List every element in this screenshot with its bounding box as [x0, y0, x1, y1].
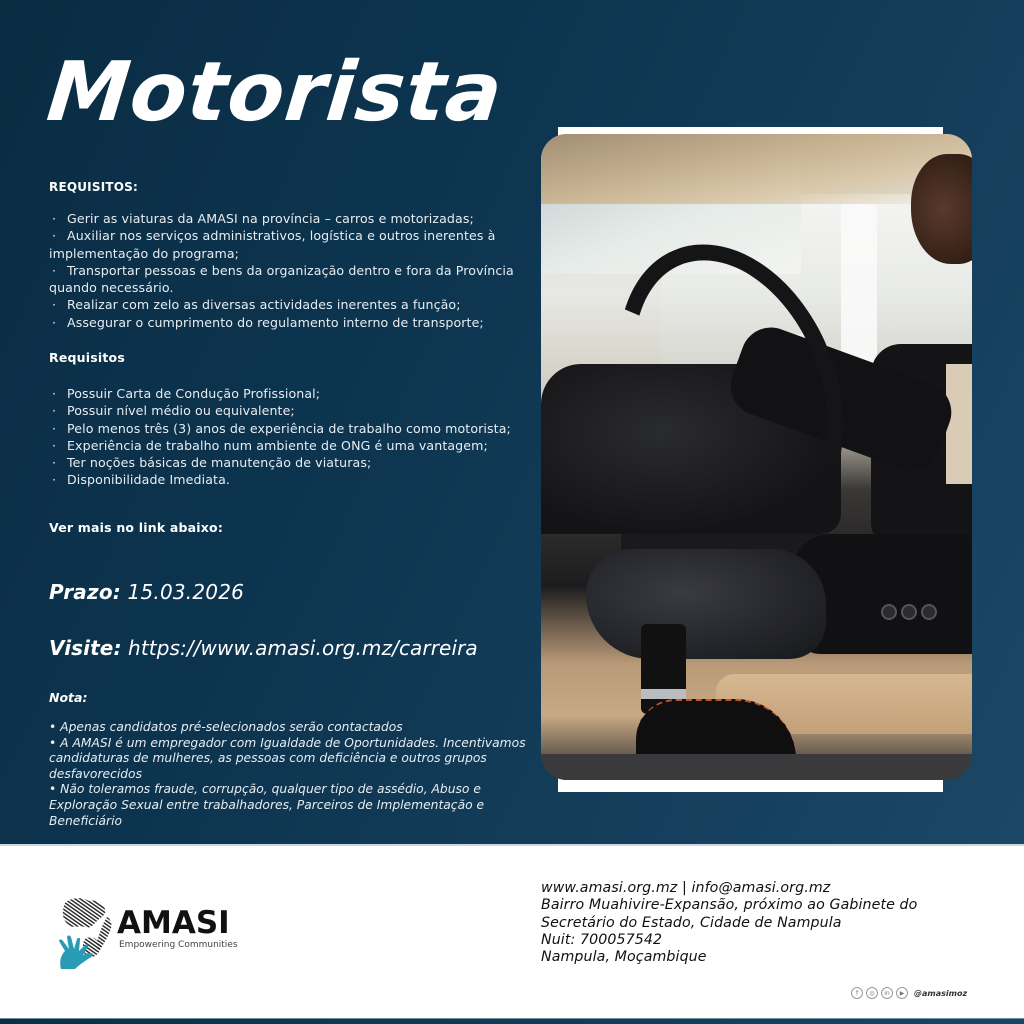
requirements-heading: Requisitos: [49, 350, 125, 365]
see-more-text: Ver mais no link abaixo:: [49, 520, 224, 535]
note-list: [49, 720, 539, 829]
africa-hand-logo-icon: [55, 895, 123, 970]
requirements-section: [49, 350, 511, 489]
social-handle: @amasimoz: [914, 988, 968, 998]
list-item: · Transportar pessoas e bens da organização dentro e fora da Província quando necessário.: [49, 262, 514, 296]
address-line-1: Bairro Muahivire-Expansão, próximo ao Gabinete do: [541, 897, 918, 914]
list-item: · Realizar com zelo as diversas actividades inerentes a função;: [52, 297, 461, 313]
facebook-icon[interactable]: f: [851, 987, 863, 999]
career-url-link[interactable]: https://www.amasi.org.mz/carreira: [128, 636, 478, 660]
visit-label: Visite:: [49, 636, 122, 660]
instagram-icon[interactable]: ◎: [866, 987, 878, 999]
web-email[interactable]: www.amasi.org.mz | info@amasi.org.mz: [541, 880, 831, 896]
list-item: · Pelo menos três (3) anos de experiência de trabalho como motorista;: [52, 420, 511, 436]
list-item: · Gerir as viaturas da AMASI na província – carros e motorizadas;: [52, 211, 474, 226]
social-links: [851, 987, 967, 999]
logo-wordmark: AMASI: [117, 905, 230, 941]
deadline: [49, 580, 244, 604]
nuit-number: Nuit: 700057542: [541, 931, 663, 948]
contact-info: [541, 880, 1001, 966]
note-item: • Não toleramos fraude, corrupção, qualquer tipo de assédio, Abuso e Exploração Sexual entre trabalhadores, Parceiros de Implementação e Beneficiário: [49, 782, 485, 828]
note-section: [49, 690, 539, 829]
list-item: · Disponibilidade Imediata.: [52, 472, 230, 488]
linkedin-icon[interactable]: in: [881, 987, 893, 999]
logo-tagline: Empowering Communities: [119, 940, 238, 950]
job-title: Motorista: [43, 45, 508, 140]
note-item: • Apenas candidatos pré-selecionados serão contactados: [49, 720, 403, 734]
note-heading: Nota:: [49, 690, 88, 705]
amasi-logo: [55, 895, 255, 970]
responsibilities-list: [49, 210, 534, 331]
visit-link: [49, 636, 478, 660]
deadline-label: Prazo:: [49, 580, 121, 604]
deadline-value: 15.03.2026: [127, 580, 245, 604]
list-item: · Possuir Carta de Condução Profissional;: [52, 386, 321, 401]
list-item: · Experiência de trabalho num ambiente de ONG é uma vantagem;: [52, 437, 488, 453]
list-item: · Auxiliar nos serviços administrativos, logística e outros inerentes à implementação do programa;: [49, 228, 496, 261]
bottom-bar: [0, 1018, 1024, 1024]
list-item: · Assegurar o cumprimento do regulamento interno de transporte;: [52, 314, 484, 330]
list-item: · Ter noções básicas de manutenção de viaturas;: [52, 455, 372, 471]
driver-photo: [541, 134, 972, 780]
responsibilities-section: [49, 180, 534, 331]
city-country: Nampula, Moçambique: [541, 949, 707, 966]
requirements-list: [49, 385, 511, 489]
youtube-icon[interactable]: ▶: [896, 987, 908, 999]
list-item: · Possuir nível médio ou equivalente;: [52, 403, 295, 419]
address-line-2: Secretário do Estado, Cidade de Nampula: [541, 914, 842, 931]
note-item: • A AMASI é um empregador com Igualdade de Oportunidades. Incentivamos candidaturas de mulheres, as pessoas com deficiência e outros grupos desfavorecidos: [49, 735, 526, 781]
responsibilities-heading: REQUISITOS:: [49, 180, 138, 194]
